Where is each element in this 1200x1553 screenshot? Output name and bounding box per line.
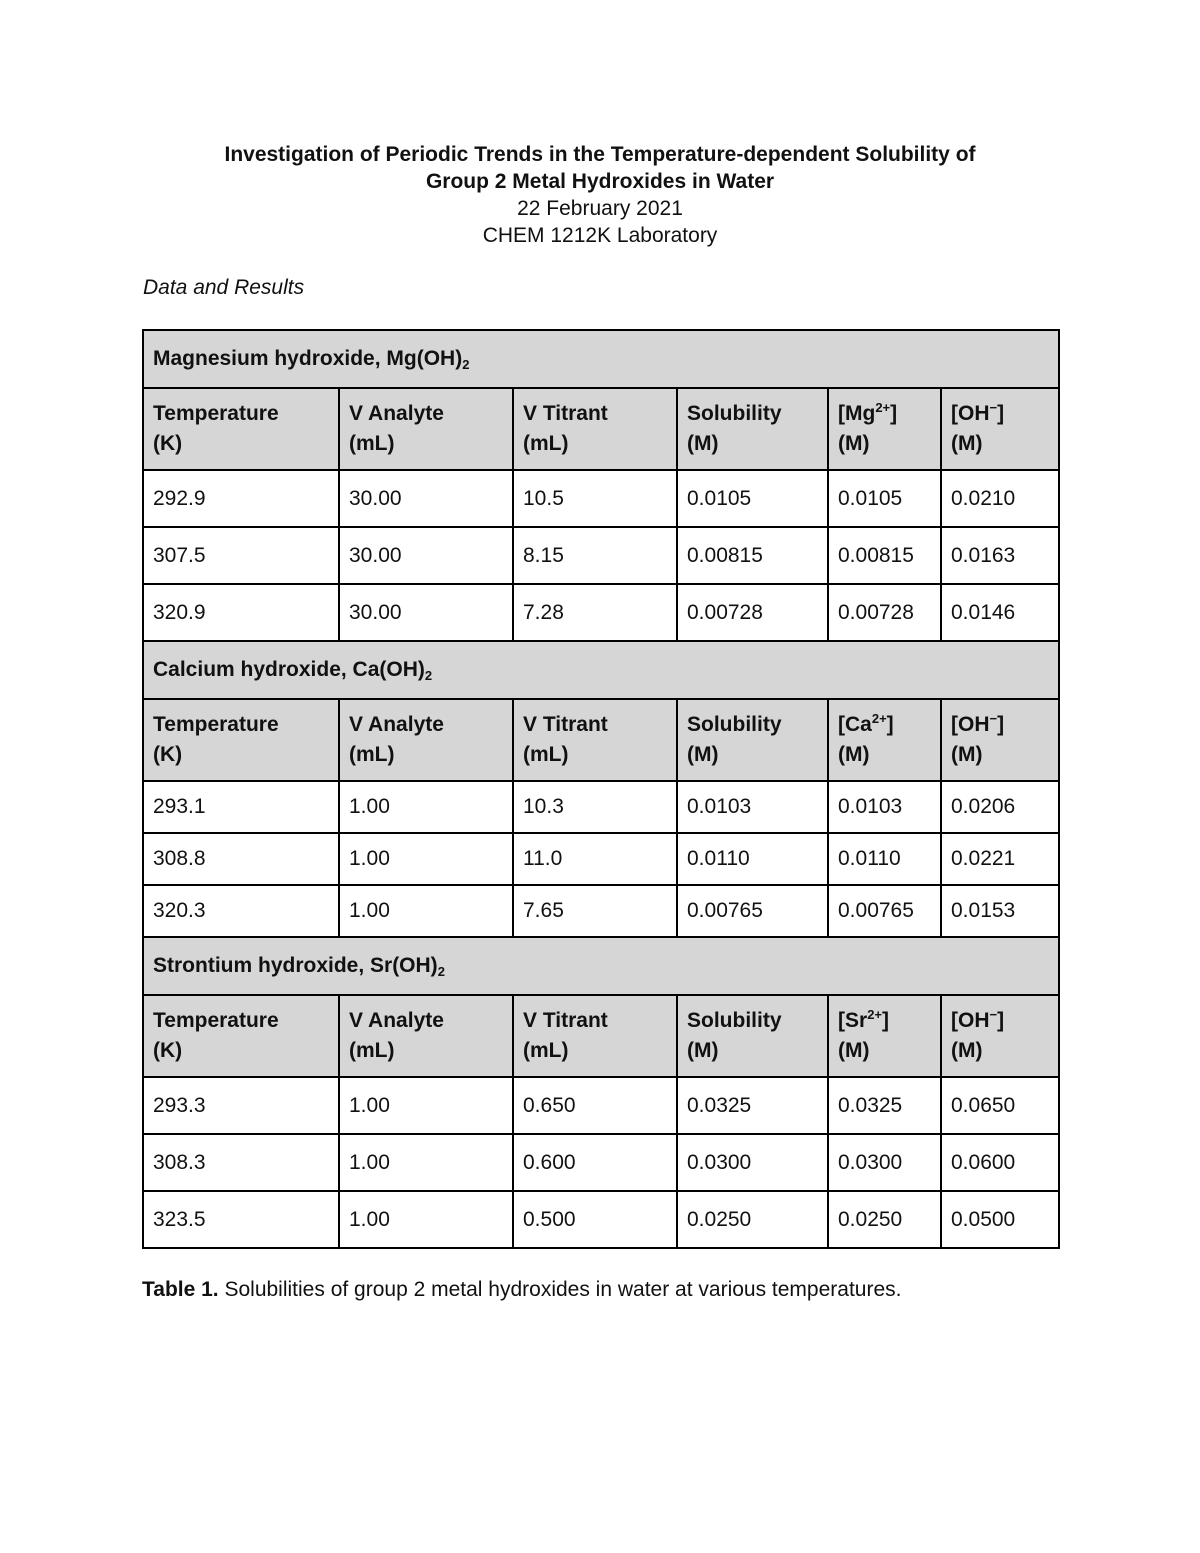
- group-name: Calcium hydroxide, Ca(OH): [153, 658, 425, 681]
- group-name-subscript: 2: [462, 357, 470, 372]
- cell-v-titrant: 7.28: [513, 584, 677, 641]
- group-name-subscript: 2: [437, 964, 445, 979]
- header-hydroxide-concentration: [941, 995, 1059, 1077]
- ion-open: [Mg: [838, 402, 876, 425]
- cell-ion-concentration: 0.0103: [828, 781, 941, 833]
- group-title: [143, 330, 1059, 388]
- ion-open: [Ca: [838, 713, 872, 736]
- group-name-subscript: 2: [424, 668, 433, 683]
- cell-solubility: 0.0300: [677, 1134, 828, 1191]
- cell-v-analyte: 1.00: [339, 1191, 513, 1248]
- cell-ion-concentration: 0.00765: [828, 885, 941, 937]
- cell-v-titrant: 8.15: [513, 527, 677, 584]
- cell-v-analyte: 1.00: [339, 833, 513, 885]
- column-header-row: [143, 699, 1059, 781]
- solubility-table: [142, 329, 1060, 1249]
- oh-open: [OH: [951, 402, 990, 425]
- group-header-row: [143, 330, 1059, 388]
- cell-v-analyte: 1.00: [339, 885, 513, 937]
- header-solubility-line-1: Solubility: [687, 1009, 782, 1032]
- ion-charge: 2+: [867, 1007, 883, 1022]
- cell-solubility: 0.0105: [677, 470, 828, 527]
- oh-open: [OH: [951, 1009, 990, 1032]
- table-row: [143, 527, 1059, 584]
- cell-v-titrant: 11.0: [513, 833, 677, 885]
- cell-v-analyte: 1.00: [339, 781, 513, 833]
- cell-ion-concentration: 0.00728: [828, 584, 941, 641]
- cell-solubility: 0.00728: [677, 584, 828, 641]
- oh-unit: (M): [951, 1039, 983, 1062]
- cell-v-analyte: 30.00: [339, 584, 513, 641]
- oh-close: ]: [997, 713, 1005, 736]
- course-name: CHEM 1212K Laboratory: [482, 224, 718, 247]
- cell-temperature: 320.3: [143, 885, 339, 937]
- cell-ion-concentration: 0.0105: [828, 470, 941, 527]
- header-v-titrant-line-1: V Titrant: [523, 1009, 608, 1032]
- table-row: [143, 1077, 1059, 1134]
- cell-temperature: 307.5: [143, 527, 339, 584]
- ion-close: ]: [886, 713, 894, 736]
- cell-solubility: 0.0325: [677, 1077, 828, 1134]
- cell-hydroxide-concentration: 0.0600: [941, 1134, 1059, 1191]
- cell-v-analyte: 1.00: [339, 1077, 513, 1134]
- cell-ion-concentration: 0.0325: [828, 1077, 941, 1134]
- ion-close: ]: [882, 1009, 890, 1032]
- cell-hydroxide-concentration: 0.0650: [941, 1077, 1059, 1134]
- table-row: [143, 1134, 1059, 1191]
- header-v-analyte-line-1: V Analyte: [349, 402, 444, 425]
- header-solubility: [677, 388, 828, 470]
- cell-v-titrant: 7.65: [513, 885, 677, 937]
- header-v-analyte-line-2: (mL): [349, 1039, 395, 1062]
- ion-close: ]: [890, 402, 898, 425]
- header-v-analyte: [339, 388, 513, 470]
- header-ion-concentration: [828, 699, 941, 781]
- cell-v-analyte: 30.00: [339, 527, 513, 584]
- cell-solubility: 0.0110: [677, 833, 828, 885]
- cell-temperature: 323.5: [143, 1191, 339, 1248]
- header-solubility-line-2: (M): [687, 1039, 719, 1062]
- cell-ion-concentration: 0.0110: [828, 833, 941, 885]
- cell-temperature: 293.3: [143, 1077, 339, 1134]
- header-hydroxide-concentration: [941, 388, 1059, 470]
- cell-solubility: 0.00815: [677, 527, 828, 584]
- header-solubility-line-2: (M): [687, 432, 719, 455]
- cell-hydroxide-concentration: 0.0206: [941, 781, 1059, 833]
- table-row: [143, 1191, 1059, 1248]
- header-v-titrant-line-1: V Titrant: [523, 402, 608, 425]
- cell-ion-concentration: 0.00815: [828, 527, 941, 584]
- cell-hydroxide-concentration: 0.0210: [941, 470, 1059, 527]
- group-name: Strontium hydroxide, Sr(OH): [153, 954, 438, 977]
- ion-unit: (M): [838, 432, 870, 455]
- cell-v-analyte: 1.00: [339, 1134, 513, 1191]
- oh-charge: −: [989, 711, 998, 726]
- header-temperature-line-2: (K): [153, 432, 183, 455]
- oh-open: [OH: [951, 713, 990, 736]
- header-temperature-line-1: Temperature: [153, 1009, 279, 1032]
- group-title: [143, 937, 1059, 995]
- cell-temperature: 308.3: [143, 1134, 339, 1191]
- oh-charge: −: [989, 400, 998, 415]
- header-v-analyte-line-1: V Analyte: [349, 713, 444, 736]
- report-title-line-1: Investigation of Periodic Trends in the Temperature-dependent Solubility of: [224, 143, 976, 166]
- ion-unit: (M): [838, 743, 870, 766]
- header-v-titrant-line-2: (mL): [523, 432, 569, 455]
- caption-text: Solubilities of group 2 metal hydroxides in water at various temperatures.: [218, 1278, 902, 1301]
- header-v-titrant-line-1: V Titrant: [523, 713, 608, 736]
- report-date: 22 February 2021: [517, 197, 683, 220]
- ion-charge: 2+: [871, 711, 887, 726]
- column-header-row: [143, 995, 1059, 1077]
- oh-unit: (M): [951, 743, 983, 766]
- cell-v-titrant: 10.3: [513, 781, 677, 833]
- cell-v-analyte: 30.00: [339, 470, 513, 527]
- cell-v-titrant: 0.500: [513, 1191, 677, 1248]
- cell-hydroxide-concentration: 0.0153: [941, 885, 1059, 937]
- column-header-row: [143, 388, 1059, 470]
- section-label: Data and Results: [143, 276, 305, 299]
- oh-charge: −: [989, 1007, 998, 1022]
- table-row: [143, 584, 1059, 641]
- header-v-titrant-line-2: (mL): [523, 1039, 569, 1062]
- table-caption: [142, 1278, 901, 1302]
- header-solubility: [677, 995, 828, 1077]
- header-ion-concentration: [828, 388, 941, 470]
- cell-hydroxide-concentration: 0.0221: [941, 833, 1059, 885]
- cell-hydroxide-concentration: 0.0146: [941, 584, 1059, 641]
- header-v-titrant-line-2: (mL): [523, 743, 569, 766]
- header-v-analyte-line-2: (mL): [349, 743, 395, 766]
- cell-v-titrant: 0.650: [513, 1077, 677, 1134]
- table-row: [143, 470, 1059, 527]
- group-name: Magnesium hydroxide, Mg(OH): [153, 347, 463, 370]
- group-header-row: [143, 641, 1059, 699]
- header-temperature-line-1: Temperature: [153, 402, 279, 425]
- caption-label: Table 1.: [142, 1278, 219, 1301]
- group-header-row: [143, 937, 1059, 995]
- header-v-analyte-line-1: V Analyte: [349, 1009, 444, 1032]
- cell-solubility: 0.0250: [677, 1191, 828, 1248]
- header-hydroxide-concentration: [941, 699, 1059, 781]
- oh-unit: (M): [951, 432, 983, 455]
- header-solubility-line-1: Solubility: [687, 402, 782, 425]
- header-temperature: [143, 388, 339, 470]
- table-row: [143, 833, 1059, 885]
- report-title-line-2: Group 2 Metal Hydroxides in Water: [425, 170, 775, 193]
- oh-close: ]: [997, 402, 1005, 425]
- header-temperature-line-1: Temperature: [153, 713, 279, 736]
- title-block: [0, 141, 1200, 249]
- header-temperature: [143, 995, 339, 1077]
- header-v-analyte-line-2: (mL): [349, 432, 395, 455]
- cell-temperature: 320.9: [143, 584, 339, 641]
- ion-open: [Sr: [838, 1009, 868, 1032]
- header-v-titrant: [513, 699, 677, 781]
- cell-solubility: 0.00765: [677, 885, 828, 937]
- table-row: [143, 885, 1059, 937]
- header-v-titrant: [513, 995, 677, 1077]
- cell-ion-concentration: 0.0250: [828, 1191, 941, 1248]
- group-title: [143, 641, 1059, 699]
- header-v-titrant: [513, 388, 677, 470]
- cell-temperature: 292.9: [143, 470, 339, 527]
- header-ion-concentration: [828, 995, 941, 1077]
- cell-v-titrant: 10.5: [513, 470, 677, 527]
- oh-close: ]: [997, 1009, 1005, 1032]
- header-solubility-line-2: (M): [687, 743, 719, 766]
- cell-hydroxide-concentration: 0.0163: [941, 527, 1059, 584]
- table-row: [143, 781, 1059, 833]
- header-solubility: [677, 699, 828, 781]
- ion-unit: (M): [838, 1039, 870, 1062]
- cell-temperature: 308.8: [143, 833, 339, 885]
- cell-solubility: 0.0103: [677, 781, 828, 833]
- cell-v-titrant: 0.600: [513, 1134, 677, 1191]
- ion-charge: 2+: [875, 400, 891, 415]
- header-temperature-line-2: (K): [153, 743, 183, 766]
- cell-hydroxide-concentration: 0.0500: [941, 1191, 1059, 1248]
- header-temperature: [143, 699, 339, 781]
- cell-temperature: 293.1: [143, 781, 339, 833]
- header-temperature-line-2: (K): [153, 1039, 183, 1062]
- cell-ion-concentration: 0.0300: [828, 1134, 941, 1191]
- header-v-analyte: [339, 995, 513, 1077]
- header-solubility-line-1: Solubility: [687, 713, 782, 736]
- header-v-analyte: [339, 699, 513, 781]
